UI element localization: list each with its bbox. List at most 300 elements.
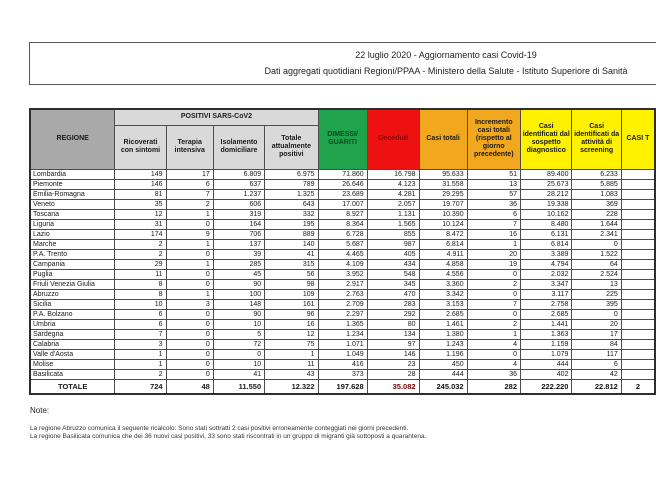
cell-dimessi-guariti: 373 xyxy=(318,369,367,379)
cell-isolamento-domiciliare: 164 xyxy=(213,219,264,229)
cell-terapia-intensiva: 1 xyxy=(166,289,213,299)
cell-totale-positivi: 75 xyxy=(265,339,318,349)
cell-terapia-intensiva: 0 xyxy=(166,369,213,379)
covid-data-table xyxy=(29,108,656,395)
cell-incremento: 13 xyxy=(467,179,520,189)
cell-isolamento-domiciliare: 5 xyxy=(213,329,264,339)
total-cell-ricoverati-con-sintomi: 724 xyxy=(115,379,166,394)
column-header-deceduti: Deceduti xyxy=(367,109,419,169)
cell-isolamento-domiciliare: 72 xyxy=(213,339,264,349)
region-row xyxy=(30,299,655,309)
cell-incremento: 2 xyxy=(467,319,520,329)
cell-screening: 0 xyxy=(572,239,621,249)
cell-isolamento-domiciliare: 41 xyxy=(213,369,264,379)
cell-deceduti: 2.057 xyxy=(367,199,419,209)
cell-isolamento-domiciliare: 100 xyxy=(213,289,264,299)
cell-casi-testati-cut xyxy=(621,239,655,249)
cell-sospetto-diagnostico: 25.673 xyxy=(521,179,572,189)
cell-totale-positivi: 889 xyxy=(265,229,318,239)
cell-ricoverati-con-sintomi: 174 xyxy=(115,229,166,239)
column-header-ricoverati: Ricoverati con sintomi xyxy=(115,125,166,169)
cell-totale-positivi: 43 xyxy=(265,369,318,379)
cell-dimessi-guariti: 1.049 xyxy=(318,349,367,359)
region-name: Friuli Venezia Giulia xyxy=(30,279,115,289)
cell-dimessi-guariti: 2.709 xyxy=(318,299,367,309)
cell-screening: 6 xyxy=(572,359,621,369)
cell-terapia-intensiva: 0 xyxy=(166,329,213,339)
cell-dimessi-guariti: 2.763 xyxy=(318,289,367,299)
cell-terapia-intensiva: 9 xyxy=(166,229,213,239)
cell-sospetto-diagnostico: 2.685 xyxy=(521,309,572,319)
region-name: Liguria xyxy=(30,219,115,229)
region-name: Sicilia xyxy=(30,299,115,309)
cell-ricoverati-con-sintomi: 6 xyxy=(115,319,166,329)
cell-deceduti: 987 xyxy=(367,239,419,249)
column-header-terapia-intensiva: Terapia intensiva xyxy=(166,125,213,169)
total-cell-sospetto-diagnostico: 222.220 xyxy=(521,379,572,394)
report-title-box xyxy=(29,42,656,85)
cell-sospetto-diagnostico: 444 xyxy=(521,359,572,369)
cell-terapia-intensiva: 2 xyxy=(166,199,213,209)
cell-casi-totali: 10.390 xyxy=(419,209,467,219)
cell-totale-positivi: 332 xyxy=(265,209,318,219)
cell-isolamento-domiciliare: 10 xyxy=(213,359,264,369)
cell-casi-testati-cut xyxy=(621,179,655,189)
cell-totale-positivi: 11 xyxy=(265,359,318,369)
cell-casi-totali: 31.558 xyxy=(419,179,467,189)
cell-totale-positivi: 140 xyxy=(265,239,318,249)
cell-casi-testati-cut xyxy=(621,169,655,179)
cell-deceduti: 470 xyxy=(367,289,419,299)
cell-isolamento-domiciliare: 90 xyxy=(213,309,264,319)
cell-deceduti: 4.281 xyxy=(367,189,419,199)
cell-casi-testati-cut xyxy=(621,259,655,269)
cell-ricoverati-con-sintomi: 81 xyxy=(115,189,166,199)
cell-isolamento-domiciliare: 90 xyxy=(213,279,264,289)
cell-casi-totali: 3.342 xyxy=(419,289,467,299)
cell-ricoverati-con-sintomi: 7 xyxy=(115,329,166,339)
cell-dimessi-guariti: 1.234 xyxy=(318,329,367,339)
cell-terapia-intensiva: 0 xyxy=(166,359,213,369)
cell-ricoverati-con-sintomi: 149 xyxy=(115,169,166,179)
cell-ricoverati-con-sintomi: 10 xyxy=(115,299,166,309)
column-header-casi-totali: Casi totali xyxy=(419,109,467,169)
cell-totale-positivi: 1 xyxy=(265,349,318,359)
total-label: TOTALE xyxy=(30,379,115,394)
cell-dimessi-guariti: 1.365 xyxy=(318,319,367,329)
cell-terapia-intensiva: 0 xyxy=(166,219,213,229)
region-name: Sardegna xyxy=(30,329,115,339)
region-name: Abruzzo xyxy=(30,289,115,299)
cell-screening: 64 xyxy=(572,259,621,269)
cell-deceduti: 23 xyxy=(367,359,419,369)
cell-incremento: 51 xyxy=(467,169,520,179)
cell-terapia-intensiva: 0 xyxy=(166,349,213,359)
region-name: Valle d'Aosta xyxy=(30,349,115,359)
cell-sospetto-diagnostico: 28.212 xyxy=(521,189,572,199)
column-header-sospetto-diagnostico: Casi identificati dal sospetto diagnostico xyxy=(521,109,572,169)
cell-sospetto-diagnostico: 10.162 xyxy=(521,209,572,219)
cell-casi-totali: 6.814 xyxy=(419,239,467,249)
cell-incremento: 16 xyxy=(467,229,520,239)
cell-deceduti: 16.798 xyxy=(367,169,419,179)
cell-casi-testati-cut xyxy=(621,209,655,219)
cell-dimessi-guariti: 71.860 xyxy=(318,169,367,179)
cell-dimessi-guariti: 416 xyxy=(318,359,367,369)
total-cell-isolamento-domiciliare: 11.550 xyxy=(213,379,264,394)
column-header-isolamento: Isolamento domiciliare xyxy=(213,125,264,169)
cell-casi-totali: 3.360 xyxy=(419,279,467,289)
region-name: Lombardia xyxy=(30,169,115,179)
cell-casi-totali: 29.295 xyxy=(419,189,467,199)
cell-casi-testati-cut xyxy=(621,289,655,299)
cell-casi-testati-cut xyxy=(621,219,655,229)
region-row xyxy=(30,269,655,279)
cell-casi-testati-cut xyxy=(621,299,655,309)
cell-casi-totali: 19.707 xyxy=(419,199,467,209)
cell-totale-positivi: 6.975 xyxy=(265,169,318,179)
notes-heading: Note: xyxy=(30,406,50,415)
region-name: Puglia xyxy=(30,269,115,279)
total-cell-casi-testati-cut: 2 xyxy=(621,379,655,394)
cell-dimessi-guariti: 23.689 xyxy=(318,189,367,199)
total-row xyxy=(30,379,655,394)
region-name: Veneto xyxy=(30,199,115,209)
cell-casi-testati-cut xyxy=(621,329,655,339)
cell-ricoverati-con-sintomi: 12 xyxy=(115,209,166,219)
total-cell-deceduti: 35.082 xyxy=(367,379,419,394)
region-name: Lazio xyxy=(30,229,115,239)
cell-ricoverati-con-sintomi: 35 xyxy=(115,199,166,209)
cell-casi-totali: 10.124 xyxy=(419,219,467,229)
cell-sospetto-diagnostico: 3.389 xyxy=(521,249,572,259)
cell-incremento: 19 xyxy=(467,259,520,269)
cell-casi-totali: 444 xyxy=(419,369,467,379)
cell-terapia-intensiva: 1 xyxy=(166,239,213,249)
cell-casi-testati-cut xyxy=(621,269,655,279)
cell-ricoverati-con-sintomi: 2 xyxy=(115,249,166,259)
region-row xyxy=(30,169,655,179)
region-row xyxy=(30,339,655,349)
cell-totale-positivi: 98 xyxy=(265,279,318,289)
cell-incremento: 7 xyxy=(467,299,520,309)
cell-casi-totali: 2.685 xyxy=(419,309,467,319)
total-cell-screening: 22.812 xyxy=(572,379,621,394)
cell-screening: 13 xyxy=(572,279,621,289)
cell-totale-positivi: 16 xyxy=(265,319,318,329)
cell-deceduti: 80 xyxy=(367,319,419,329)
cell-sospetto-diagnostico: 6.814 xyxy=(521,239,572,249)
cell-casi-totali: 1.243 xyxy=(419,339,467,349)
cell-incremento: 0 xyxy=(467,349,520,359)
cell-screening: 20 xyxy=(572,319,621,329)
cell-sospetto-diagnostico: 1.363 xyxy=(521,329,572,339)
region-row xyxy=(30,349,655,359)
cell-terapia-intensiva: 1 xyxy=(166,209,213,219)
region-row xyxy=(30,279,655,289)
cell-casi-testati-cut xyxy=(621,229,655,239)
cell-screening: 369 xyxy=(572,199,621,209)
cell-screening: 225 xyxy=(572,289,621,299)
region-row xyxy=(30,239,655,249)
cell-deceduti: 97 xyxy=(367,339,419,349)
region-row xyxy=(30,189,655,199)
cell-casi-testati-cut xyxy=(621,249,655,259)
cell-deceduti: 283 xyxy=(367,299,419,309)
cell-dimessi-guariti: 5.687 xyxy=(318,239,367,249)
cell-screening: 228 xyxy=(572,209,621,219)
cell-deceduti: 292 xyxy=(367,309,419,319)
cell-incremento: 7 xyxy=(467,219,520,229)
cell-casi-totali: 450 xyxy=(419,359,467,369)
cell-isolamento-domiciliare: 0 xyxy=(213,349,264,359)
cell-incremento: 1 xyxy=(467,239,520,249)
cell-totale-positivi: 789 xyxy=(265,179,318,189)
cell-casi-testati-cut xyxy=(621,369,655,379)
total-cell-terapia-intensiva: 48 xyxy=(166,379,213,394)
region-name: Molise xyxy=(30,359,115,369)
region-row xyxy=(30,329,655,339)
region-name: Emilia-Romagna xyxy=(30,189,115,199)
cell-isolamento-domiciliare: 606 xyxy=(213,199,264,209)
cell-isolamento-domiciliare: 1.237 xyxy=(213,189,264,199)
cell-casi-totali: 1.380 xyxy=(419,329,467,339)
cell-incremento: 0 xyxy=(467,309,520,319)
total-cell-casi-totali: 245.032 xyxy=(419,379,467,394)
cell-dimessi-guariti: 2.917 xyxy=(318,279,367,289)
cell-terapia-intensiva: 1 xyxy=(166,259,213,269)
region-name: Calabria xyxy=(30,339,115,349)
cell-deceduti: 146 xyxy=(367,349,419,359)
note-basilicata: La regione Basilicata comunica che dei 36 nuovi casi positivi, 33 sono stati riscontrati in un gruppo di migranti già sottoposti a quarantena. xyxy=(30,432,427,440)
total-cell-incremento: 282 xyxy=(467,379,520,394)
cell-totale-positivi: 12 xyxy=(265,329,318,339)
cell-terapia-intensiva: 0 xyxy=(166,319,213,329)
cell-dimessi-guariti: 2.297 xyxy=(318,309,367,319)
region-row xyxy=(30,309,655,319)
cell-dimessi-guariti: 17.007 xyxy=(318,199,367,209)
cell-sospetto-diagnostico: 3.117 xyxy=(521,289,572,299)
cell-casi-totali: 8.472 xyxy=(419,229,467,239)
cell-screening: 117 xyxy=(572,349,621,359)
cell-dimessi-guariti: 3.952 xyxy=(318,269,367,279)
cell-dimessi-guariti: 8.364 xyxy=(318,219,367,229)
cell-screening: 2.341 xyxy=(572,229,621,239)
cell-deceduti: 548 xyxy=(367,269,419,279)
column-header-regione: REGIONE xyxy=(30,109,115,169)
cell-casi-testati-cut xyxy=(621,339,655,349)
cell-screening: 0 xyxy=(572,309,621,319)
cell-casi-testati-cut xyxy=(621,349,655,359)
cell-isolamento-domiciliare: 148 xyxy=(213,299,264,309)
cell-screening: 395 xyxy=(572,299,621,309)
total-cell-totale-positivi: 12.322 xyxy=(265,379,318,394)
cell-terapia-intensiva: 6 xyxy=(166,179,213,189)
cell-isolamento-domiciliare: 6.809 xyxy=(213,169,264,179)
cell-casi-testati-cut xyxy=(621,189,655,199)
cell-terapia-intensiva: 0 xyxy=(166,269,213,279)
cell-screening: 42 xyxy=(572,369,621,379)
report-subtitle: Dati aggregati quotidiani Regioni/PPAA - Ministero della Salute - Istituto Superiore di Sanità xyxy=(264,66,628,76)
cell-casi-totali: 4.556 xyxy=(419,269,467,279)
cell-ricoverati-con-sintomi: 2 xyxy=(115,369,166,379)
region-row xyxy=(30,369,655,379)
cell-sospetto-diagnostico: 1.159 xyxy=(521,339,572,349)
region-row xyxy=(30,249,655,259)
cell-ricoverati-con-sintomi: 8 xyxy=(115,289,166,299)
region-row xyxy=(30,359,655,369)
cell-ricoverati-con-sintomi: 1 xyxy=(115,349,166,359)
cell-deceduti: 345 xyxy=(367,279,419,289)
cell-totale-positivi: 41 xyxy=(265,249,318,259)
column-group-positivi: POSITIVI SARS-CoV2 xyxy=(115,109,318,125)
notes-section xyxy=(30,406,630,440)
cell-casi-totali: 4.911 xyxy=(419,249,467,259)
column-header-incremento: Incremento casi totali (rispetto al giorno precedente) xyxy=(467,109,520,169)
cell-casi-totali: 3.153 xyxy=(419,299,467,309)
cell-dimessi-guariti: 26.646 xyxy=(318,179,367,189)
cell-incremento: 0 xyxy=(467,269,520,279)
cell-totale-positivi: 56 xyxy=(265,269,318,279)
cell-terapia-intensiva: 0 xyxy=(166,309,213,319)
cell-incremento: 6 xyxy=(467,209,520,219)
cell-casi-totali: 4.858 xyxy=(419,259,467,269)
cell-terapia-intensiva: 3 xyxy=(166,299,213,309)
cell-incremento: 36 xyxy=(467,369,520,379)
region-name: P.A. Bolzano xyxy=(30,309,115,319)
cell-sospetto-diagnostico: 402 xyxy=(521,369,572,379)
cell-isolamento-domiciliare: 319 xyxy=(213,209,264,219)
cell-isolamento-domiciliare: 45 xyxy=(213,269,264,279)
cell-screening: 1.522 xyxy=(572,249,621,259)
note-abruzzo: La regione Abruzzo comunica il seguente ricalcolo: Sono stati sottratti 2 casi positivi erroneamente conteggiati nei giorni precedenti. xyxy=(30,425,409,432)
column-header-screening: Casi identificati da attività di screening xyxy=(572,109,621,169)
cell-sospetto-diagnostico: 8.480 xyxy=(521,219,572,229)
region-row xyxy=(30,209,655,219)
region-name: Toscana xyxy=(30,209,115,219)
cell-incremento: 0 xyxy=(467,289,520,299)
cell-sospetto-diagnostico: 1.441 xyxy=(521,319,572,329)
cell-casi-totali: 1.461 xyxy=(419,319,467,329)
region-name: Umbria xyxy=(30,319,115,329)
cell-terapia-intensiva: 17 xyxy=(166,169,213,179)
cell-ricoverati-con-sintomi: 31 xyxy=(115,219,166,229)
cell-sospetto-diagnostico: 89.400 xyxy=(521,169,572,179)
cell-deceduti: 1.565 xyxy=(367,219,419,229)
cell-isolamento-domiciliare: 706 xyxy=(213,229,264,239)
column-header-casi-testati-cut: CASI T xyxy=(621,109,655,169)
cell-isolamento-domiciliare: 39 xyxy=(213,249,264,259)
cell-ricoverati-con-sintomi: 2 xyxy=(115,239,166,249)
cell-ricoverati-con-sintomi: 11 xyxy=(115,269,166,279)
region-row xyxy=(30,199,655,209)
column-header-totale-positivi: Totale attualmente positivi xyxy=(265,125,318,169)
cell-screening: 1.083 xyxy=(572,189,621,199)
cell-deceduti: 134 xyxy=(367,329,419,339)
cell-sospetto-diagnostico: 4.794 xyxy=(521,259,572,269)
region-name: Basilicata xyxy=(30,369,115,379)
cell-totale-positivi: 315 xyxy=(265,259,318,269)
cell-deceduti: 434 xyxy=(367,259,419,269)
cell-totale-positivi: 195 xyxy=(265,219,318,229)
cell-ricoverati-con-sintomi: 29 xyxy=(115,259,166,269)
cell-deceduti: 1.131 xyxy=(367,209,419,219)
cell-dimessi-guariti: 4.465 xyxy=(318,249,367,259)
cell-incremento: 4 xyxy=(467,359,520,369)
cell-casi-totali: 95.633 xyxy=(419,169,467,179)
cell-totale-positivi: 643 xyxy=(265,199,318,209)
cell-sospetto-diagnostico: 1.079 xyxy=(521,349,572,359)
cell-sospetto-diagnostico: 3.347 xyxy=(521,279,572,289)
cell-incremento: 57 xyxy=(467,189,520,199)
total-cell-dimessi-guariti: 197.628 xyxy=(318,379,367,394)
cell-incremento: 4 xyxy=(467,339,520,349)
cell-screening: 84 xyxy=(572,339,621,349)
cell-totale-positivi: 1.325 xyxy=(265,189,318,199)
cell-dimessi-guariti: 4.109 xyxy=(318,259,367,269)
region-row xyxy=(30,229,655,239)
cell-incremento: 1 xyxy=(467,329,520,339)
cell-ricoverati-con-sintomi: 6 xyxy=(115,309,166,319)
cell-ricoverati-con-sintomi: 3 xyxy=(115,339,166,349)
region-name: P.A. Trento xyxy=(30,249,115,259)
cell-casi-totali: 1.196 xyxy=(419,349,467,359)
cell-totale-positivi: 96 xyxy=(265,309,318,319)
column-header-dimessi-guariti: DIMESSI/ GUARITI xyxy=(318,109,367,169)
report-date-title: 22 luglio 2020 - Aggiornamento casi Covid-19 xyxy=(355,50,537,60)
cell-sospetto-diagnostico: 2.758 xyxy=(521,299,572,309)
cell-casi-testati-cut xyxy=(621,319,655,329)
cell-screening: 1.644 xyxy=(572,219,621,229)
cell-ricoverati-con-sintomi: 146 xyxy=(115,179,166,189)
cell-totale-positivi: 161 xyxy=(265,299,318,309)
cell-dimessi-guariti: 1.071 xyxy=(318,339,367,349)
cell-incremento: 20 xyxy=(467,249,520,259)
cell-isolamento-domiciliare: 637 xyxy=(213,179,264,189)
cell-casi-testati-cut xyxy=(621,309,655,319)
cell-screening: 6.233 xyxy=(572,169,621,179)
cell-deceduti: 28 xyxy=(367,369,419,379)
cell-dimessi-guariti: 6.728 xyxy=(318,229,367,239)
cell-screening: 2.524 xyxy=(572,269,621,279)
cell-isolamento-domiciliare: 10 xyxy=(213,319,264,329)
region-row xyxy=(30,319,655,329)
region-row xyxy=(30,219,655,229)
cell-screening: 17 xyxy=(572,329,621,339)
cell-ricoverati-con-sintomi: 8 xyxy=(115,279,166,289)
region-name: Marche xyxy=(30,239,115,249)
cell-sospetto-diagnostico: 19.338 xyxy=(521,199,572,209)
cell-screening: 5.885 xyxy=(572,179,621,189)
cell-totale-positivi: 109 xyxy=(265,289,318,299)
cell-isolamento-domiciliare: 137 xyxy=(213,239,264,249)
cell-ricoverati-con-sintomi: 1 xyxy=(115,359,166,369)
cell-terapia-intensiva: 0 xyxy=(166,249,213,259)
region-row xyxy=(30,289,655,299)
region-row xyxy=(30,259,655,269)
table-body xyxy=(30,169,655,394)
cell-deceduti: 855 xyxy=(367,229,419,239)
cell-incremento: 36 xyxy=(467,199,520,209)
cell-sospetto-diagnostico: 2.032 xyxy=(521,269,572,279)
region-name: Campania xyxy=(30,259,115,269)
cell-isolamento-domiciliare: 285 xyxy=(213,259,264,269)
cell-casi-testati-cut xyxy=(621,279,655,289)
cell-deceduti: 405 xyxy=(367,249,419,259)
region-name: Piemonte xyxy=(30,179,115,189)
cell-terapia-intensiva: 7 xyxy=(166,189,213,199)
cell-casi-testati-cut xyxy=(621,359,655,369)
